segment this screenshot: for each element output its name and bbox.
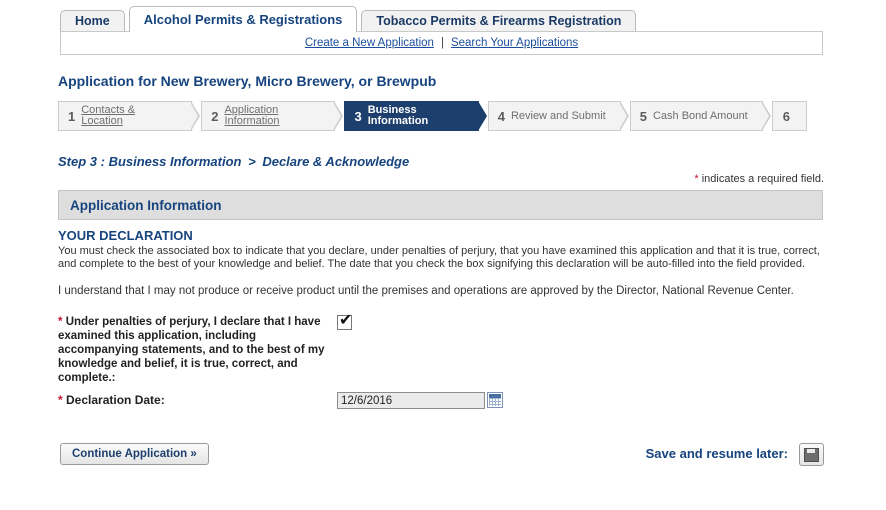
declaration-date-input[interactable]	[337, 392, 485, 409]
save-disk-icon[interactable]	[799, 443, 824, 466]
declaration-checkbox-label	[58, 315, 338, 385]
step-3-business-information[interactable]	[344, 101, 478, 131]
step-1-number: 1	[68, 108, 76, 124]
declaration-paragraph-1: You must check the associated box to indicate that you declare, under penalties of perjury, that you have examined this application and that it is true, correct, and complete to the best of your knowledge and belief. The date that you check the box signifying this declaration will be auto-filled into the field provided.	[58, 245, 820, 270]
step-5-label: Cash Bond Amount	[652, 109, 748, 122]
breadcrumb	[58, 154, 409, 169]
breadcrumb-current: Declare & Acknowledge	[262, 154, 410, 169]
declaration-required-asterisk: *	[58, 316, 63, 328]
declaration-paragraph-2: I understand that I may not produce or receive product until the premises and operations are approved by the Director, National Revenue Center.	[58, 285, 794, 297]
your-declaration-heading: YOUR DECLARATION	[58, 228, 193, 243]
declaration-checkbox[interactable]	[337, 310, 353, 330]
step-5-cash-bond-amount[interactable]	[630, 101, 763, 131]
required-asterisk: *	[694, 173, 699, 185]
declaration-date-label-text: Declaration Date:	[66, 393, 165, 407]
checkmark-icon: ✔	[339, 310, 353, 329]
step-4-number: 4	[497, 108, 505, 124]
create-new-application-link[interactable]: Create a New Application	[304, 37, 434, 49]
main-tabbar	[60, 6, 640, 32]
step-5-number: 5	[639, 108, 647, 124]
tab-tobacco-permits[interactable]: Tobacco Permits & Firearms Registration	[361, 10, 636, 32]
breadcrumb-step: Step 3 : Business Information	[58, 154, 242, 169]
calendar-icon-glyph	[489, 394, 501, 406]
save-disk-icon-glyph	[804, 448, 819, 462]
step-6-number: 6	[782, 108, 790, 124]
step-4-label: Review and Submit	[510, 109, 606, 122]
required-field-note	[694, 173, 824, 185]
save-and-resume-later-label: Save and resume later:	[645, 446, 788, 461]
declaration-date-label	[58, 393, 165, 407]
breadcrumb-separator: >	[248, 154, 256, 169]
tab-alcohol-permits[interactable]: Alcohol Permits & Registrations	[129, 6, 358, 32]
continue-application-button[interactable]: Continue Application »	[60, 443, 209, 465]
page-title: Application for New Brewery, Micro Brewery, or Brewpub	[58, 73, 437, 89]
declaration-date-required-asterisk: *	[58, 393, 63, 407]
step-1-label: Contacts & Location	[81, 104, 136, 127]
step-6[interactable]	[772, 101, 807, 131]
required-note-text: indicates a required field.	[701, 173, 824, 185]
step-3-label: Business Information	[367, 104, 429, 127]
step-2-application-information[interactable]	[201, 101, 335, 131]
calendar-icon[interactable]	[487, 392, 503, 408]
sub-navigation-bar	[60, 31, 823, 55]
section-header-application-information: Application Information	[58, 190, 823, 220]
step-progress-bar	[58, 101, 807, 131]
search-your-applications-link[interactable]: Search Your Applications	[450, 37, 579, 49]
step-3-number: 3	[354, 108, 362, 124]
step-2-label: Application Information	[224, 104, 280, 127]
subnav-separator: |	[440, 37, 444, 49]
step-4-review-and-submit[interactable]	[488, 101, 621, 131]
tab-home[interactable]: Home	[60, 10, 125, 32]
step-2-number: 2	[211, 108, 219, 124]
step-1-contacts-location[interactable]	[58, 101, 192, 131]
declaration-checkbox-label-text: Under penalties of perjury, I declare that I have examined this application, including accompanying statements, and to the best of my knowledge and belief, it is true, correct, and complete.:	[58, 316, 325, 384]
